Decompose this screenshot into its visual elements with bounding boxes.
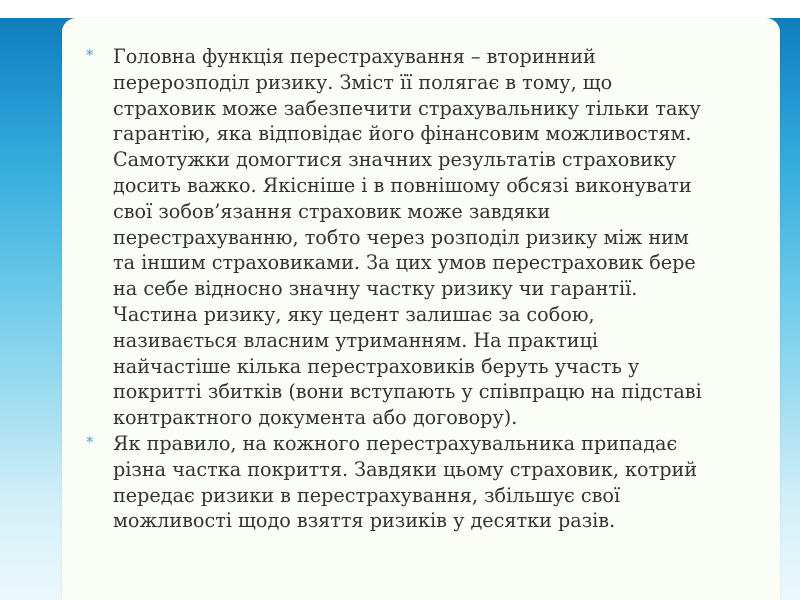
asterisk-bullet-icon: *	[86, 432, 94, 451]
bullet-list	[86, 44, 716, 534]
top-frame	[0, 0, 800, 18]
list-item	[86, 431, 716, 534]
asterisk-bullet-icon: *	[86, 46, 94, 64]
paragraph-text: Як правило, на кожного перестрахувальника припадає різна частка покриття. Завдяки цьому страховик, котрий передає ризики в перестрахування, збільшує свої можливості щодо взяття ризиків у десятки разів.	[113, 431, 698, 533]
list-item	[86, 44, 716, 431]
paragraph-text: Головна функція перестрахування – вторинний перерозподіл ризику. Зміст її полягає в тому, що страховик може забезпечити страхувальнику тільки таку гарантію, яка відповідає його фінансовим можливостям. Самотужки домогтися значних результатів страховику досить важко. Якісніше і в повнішому обсязі виконувати свої зобов’язання страховик може завдяки перестрахуванню, тобто через розподіл ризику між ним та іншим страховиками. За цих умов перестраховик бере на себе відносно значну частку ризику чи гарантії. Частина ризику, яку цедент залишає за собою, називається власним утриманням. На практиці найчастіше кілька перестраховиків беруть участь у покритті збитків (вони вступають у співпрацю на підставі контрактного документа або договору).	[113, 45, 702, 430]
